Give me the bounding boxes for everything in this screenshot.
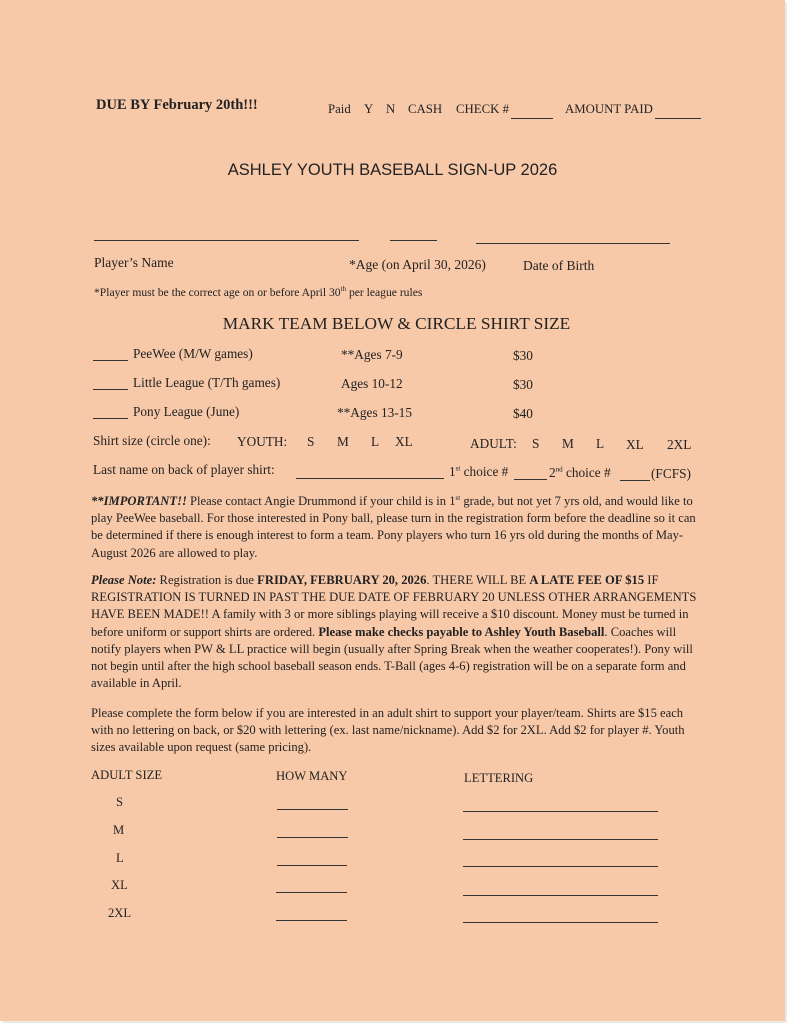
first-choice-label: 1st choice #: [449, 464, 509, 479]
adult-size-s[interactable]: S: [532, 436, 540, 451]
little-league-mark-field[interactable]: [93, 389, 128, 390]
paid-yes-option[interactable]: Y: [364, 102, 374, 116]
age-rule-note: *Player must be the correct age on or before April 30th per league rules: [94, 285, 423, 299]
team-price: $40: [513, 406, 533, 421]
age-label: *Age (on April 30, 2026): [349, 257, 486, 272]
paid-label: Paid: [328, 102, 351, 116]
adult-size-xl[interactable]: XL: [626, 437, 644, 452]
date-of-birth-field[interactable]: [476, 243, 670, 244]
youth-size-s[interactable]: S: [307, 434, 315, 449]
adult-size-row-label: L: [116, 851, 124, 865]
second-choice-field[interactable]: [620, 480, 650, 481]
how-many-field-l[interactable]: [277, 865, 347, 866]
team-name: Pony League (June): [133, 404, 240, 419]
youth-size-xl[interactable]: XL: [395, 434, 413, 449]
lettering-field-m[interactable]: [463, 839, 658, 840]
adult-size-row-label: 2XL: [108, 906, 132, 920]
team-name: Little League (T/Th games): [133, 375, 281, 390]
dob-label: Date of Birth: [523, 258, 595, 273]
second-choice-label: 2nd choice #: [549, 465, 611, 480]
team-section-heading: MARK TEAM BELOW & CIRCLE SHIRT SIZE: [222, 314, 571, 333]
team-price: $30: [513, 377, 533, 392]
adult-size-m[interactable]: M: [562, 436, 574, 451]
cash-option[interactable]: CASH: [408, 102, 443, 116]
team-ages: **Ages 7-9: [341, 347, 403, 362]
lettering-field-l[interactable]: [463, 866, 658, 867]
player-name-label: Player’s Name: [94, 255, 174, 270]
lettering-field-xl[interactable]: [463, 895, 658, 896]
check-number-field[interactable]: [511, 118, 553, 119]
adult-label: ADULT:: [470, 436, 517, 451]
last-name-label: Last name on back of player shirt:: [93, 462, 275, 477]
lettering-field-s[interactable]: [463, 811, 658, 812]
amount-paid-field[interactable]: [655, 118, 701, 119]
lettering-header: LETTERING: [464, 771, 534, 785]
adult-size-l[interactable]: L: [596, 436, 605, 451]
check-number-label: CHECK #: [456, 102, 509, 116]
team-name: PeeWee (M/W games): [133, 346, 253, 361]
last-name-field[interactable]: [296, 478, 444, 479]
adult-size-row-label: M: [113, 823, 125, 837]
adult-size-2xl[interactable]: 2XL: [667, 437, 692, 452]
shirt-size-label: Shirt size (circle one):: [93, 433, 211, 448]
youth-size-m[interactable]: M: [337, 434, 349, 449]
lettering-field-2xl[interactable]: [463, 922, 658, 923]
peewee-mark-field[interactable]: [93, 360, 128, 361]
adult-shirt-info-paragraph: Please complete the form below if you are interested in an adult shirt to support your player/team. Shirts are $15 each with no lettering on back, or $20 with lettering (ex. last name/nickname). Add $2 for 2XL. Add $2 for player #. Youth sizes available upon request (same pricing).: [91, 706, 685, 755]
player-name-field[interactable]: [94, 240, 359, 241]
how-many-field-m[interactable]: [277, 837, 348, 838]
team-ages: **Ages 13-15: [337, 405, 412, 420]
amount-paid-label: AMOUNT PAID: [565, 102, 653, 116]
due-date-notice: DUE BY February 20th!!!: [96, 97, 258, 113]
youth-size-l[interactable]: L: [371, 434, 380, 449]
important-paragraph: **IMPORTANT!! Please contact Angie Drummond if your child is in 1st grade, but not yet 7 yrs old, and would like to play PeeWee baseball. For those interested in Pony ball, please turn in the registration form before the deadline so it can be determined if there is enough interest to form a team. Pony players who turn 16 yrs old during the months of May-August 2026 are allowed to play.: [91, 493, 696, 560]
how-many-field-xl[interactable]: [276, 892, 347, 893]
team-price: $30: [513, 348, 533, 363]
registration-note-paragraph: Please Note: Registration is due FRIDAY, FEBRUARY 20, 2026. THERE WILL BE A LATE FEE OF $15 IF REGISTRATION IS TURNED IN PAST THE DUE DATE OF FEBRUARY 20 UNLESS OTHER ARRANGEMENTS HAVE BEEN MADE!! A family with 3 or more siblings playing will receive a $10 discount. Money must be turned in before uniform or support shirts are ordered. Please make checks payable to Ashley Youth Baseball. Coaches will notify players when PW & LL practice will begin (usually after Spring Break when the weather cooperates!). Pony will not begin until after the high school baseball season ends. T-Ball (ages 4-6) registration will be on a separate form and available in April.: [91, 573, 697, 691]
fcfs-note: (FCFS): [651, 466, 691, 481]
how-many-field-2xl[interactable]: [276, 920, 347, 921]
adult-size-row-label: S: [116, 795, 124, 809]
how-many-header: HOW MANY: [276, 769, 348, 783]
age-field[interactable]: [390, 240, 437, 241]
adult-size-row-label: XL: [111, 878, 128, 892]
page-title: ASHLEY YOUTH BASEBALL SIGN-UP 2026: [227, 161, 558, 179]
team-ages: Ages 10-12: [341, 376, 403, 391]
first-choice-field[interactable]: [514, 479, 547, 480]
youth-label: YOUTH:: [237, 434, 288, 449]
pony-league-mark-field[interactable]: [93, 418, 128, 419]
how-many-field-s[interactable]: [277, 809, 348, 810]
adult-size-header: ADULT SIZE: [91, 768, 163, 782]
paid-no-option[interactable]: N: [386, 102, 396, 116]
